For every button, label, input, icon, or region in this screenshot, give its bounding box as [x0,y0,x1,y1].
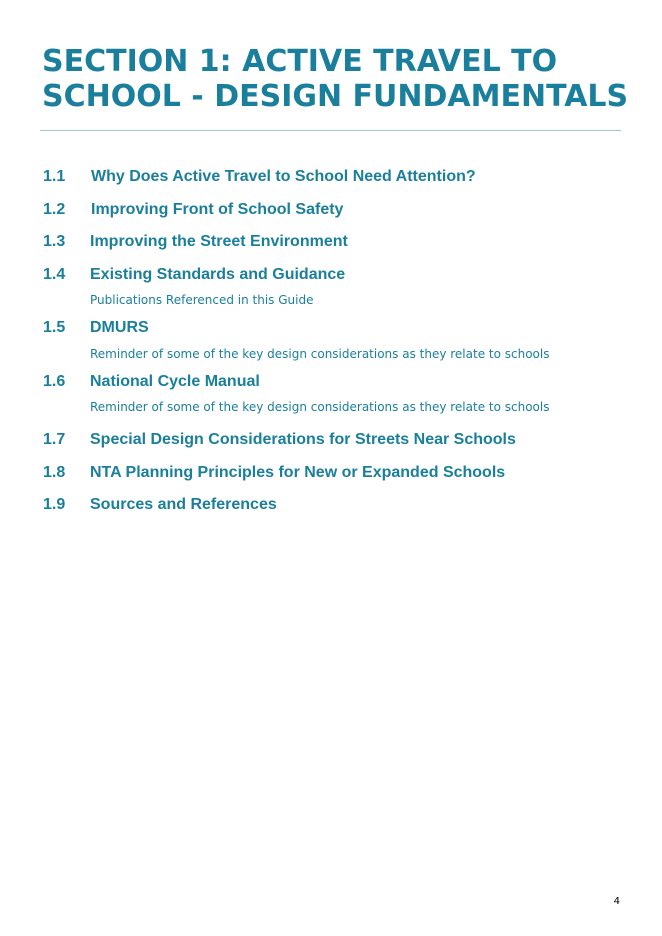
toc-entry-1-3[interactable] [43,231,643,253]
toc-entry-title[interactable]: National Cycle Manual [90,373,260,390]
toc-entry-1-9[interactable] [43,494,643,516]
toc-entry-number: 1.4 [43,266,66,283]
toc-entry-title[interactable]: NTA Planning Principles for New or Expanded Schools [90,464,506,481]
toc-entry-number: 1.2 [43,201,66,218]
toc-entry-title[interactable]: Existing Standards and Guidance [90,266,346,283]
toc-entry-subtitle: Reminder of some of the key design considerations as they relate to schools [90,400,550,414]
page-number: 4 [613,896,620,907]
toc-entry-title[interactable]: Why Does Active Travel to School Need Attention? [91,168,476,185]
toc-entry-number: 1.5 [43,319,66,336]
toc-entry-1-6[interactable] [43,371,643,393]
toc-entry-1-4[interactable] [43,264,643,286]
toc-entry-1-1[interactable] [43,166,643,188]
toc-entry-1-7[interactable] [43,429,643,451]
toc-entry-title[interactable]: DMURS [90,319,149,336]
toc-entry-subtitle: Publications Referenced in this Guide [90,293,314,307]
toc-entry-title[interactable]: Improving Front of School Safety [91,201,344,218]
page-title: SECTION 1: ACTIVE TRAVEL TO SCHOOL - DESIGN FUNDAMENTALS [42,44,629,114]
toc-entry-number: 1.8 [43,464,66,481]
toc-entry-number: 1.3 [43,233,66,250]
toc-entry-number: 1.6 [43,373,66,390]
title-divider [40,130,621,131]
toc-entry-title[interactable]: Sources and References [90,496,277,513]
toc-entry-1-2[interactable] [43,199,643,221]
toc-entry-number: 1.9 [43,496,66,513]
toc-entry-title[interactable]: Improving the Street Environment [90,233,348,250]
toc-entry-number: 1.1 [43,168,66,185]
toc-entry-subtitle: Reminder of some of the key design considerations as they relate to schools [90,347,550,361]
toc-entry-1-8[interactable] [43,462,643,484]
toc-entry-number: 1.7 [43,431,66,448]
toc-entry-title[interactable]: Special Design Considerations for Streets Near Schools [90,431,516,448]
toc-entry-1-5[interactable] [43,317,643,339]
